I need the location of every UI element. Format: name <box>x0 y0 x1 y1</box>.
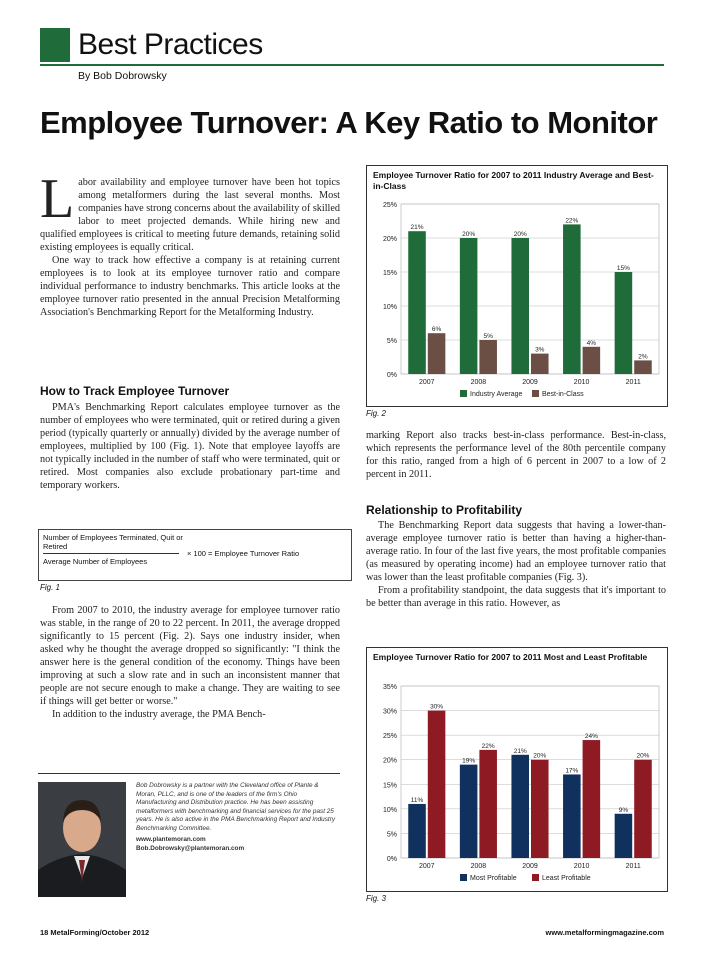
legend-label: Least Profitable <box>542 875 591 882</box>
y-tick-label: 20% <box>382 236 397 243</box>
bar <box>583 740 601 858</box>
y-tick-label: 15% <box>382 782 397 790</box>
formula-numerator: Number of Employees Terminated, Quit or Retired <box>43 533 183 551</box>
chart-fig3-title: Employee Turnover Ratio for 2007 to 2011 Most and Least Profitable <box>373 652 648 662</box>
data-label: 11% <box>410 796 424 804</box>
chart-fig3-svg <box>367 648 667 891</box>
data-label: 9% <box>618 806 629 814</box>
y-tick-label: 0% <box>386 856 397 863</box>
bar <box>479 750 497 858</box>
fig1-label: Fig. 1 <box>40 583 61 592</box>
y-tick-label: 35% <box>382 684 397 691</box>
legend-label: Most Profitable <box>470 875 517 882</box>
formula-denominator: Average Number of Employees <box>43 557 148 566</box>
bar <box>460 238 478 374</box>
bench-paragraph: In addition to the industry average, the PMA Bench- <box>52 709 266 720</box>
track-paragraph: PMA's Benchmarking Report calculates employee turnover as the number of employees who were terminated, quit or retired during a given period (typically quarterly or annually) divided by the average number of employees, multiplied by 100 (Fig. 1). Note that employee layoffs are not typically included in the number of staff who were terminated, quit or retired. Most companies also exclude probationary part-time and temporary workers. <box>40 402 340 491</box>
author-bio <box>136 782 336 853</box>
bestinclass-column <box>366 429 666 481</box>
bar <box>563 224 581 374</box>
subhead-profitability: Relationship to Profitability <box>366 503 523 517</box>
data-label: 20% <box>533 752 547 760</box>
bar <box>531 760 549 858</box>
bar <box>615 272 633 374</box>
data-label: 15% <box>616 265 630 272</box>
subhead-track: How to Track Employee Turnover <box>40 384 230 398</box>
y-tick-label: 10% <box>382 806 397 814</box>
legend-swatch <box>532 390 539 397</box>
bar <box>511 755 529 858</box>
x-tick-label: 2010 <box>573 379 590 386</box>
section-title: Best Practices <box>78 28 263 61</box>
bar <box>408 231 426 374</box>
formula-divider <box>43 553 179 554</box>
bar <box>563 774 581 858</box>
bar <box>428 333 446 374</box>
data-label: 3% <box>535 346 545 354</box>
y-tick-label: 30% <box>382 708 397 716</box>
x-tick-label: 2011 <box>625 379 641 386</box>
bar <box>615 814 633 858</box>
y-tick-label: 20% <box>382 757 397 765</box>
data-label: 21% <box>513 747 527 755</box>
chart-fig3-box <box>366 647 668 892</box>
formula-box <box>38 529 352 581</box>
bar <box>511 238 529 374</box>
y-tick-label: 5% <box>386 338 397 345</box>
x-tick-label: 2011 <box>625 863 641 870</box>
data-label: 21% <box>410 224 424 232</box>
legend-swatch <box>532 874 539 881</box>
fig2-label: Fig. 2 <box>366 409 387 418</box>
intro-paragraph-1: abor availability and employee turnover have been hot topics among metalformers during the last several months. Most companies have strong concerns about the availability of skilled labor to meet projected demands. While hiring new and qualified employees is critical to meeting future demands, retaining solid existing employees is equally critical. <box>40 177 340 253</box>
x-tick-label: 2008 <box>470 379 487 386</box>
data-label: 4% <box>586 339 597 347</box>
data-label: 6% <box>431 326 442 334</box>
bar <box>634 360 652 374</box>
profitability-paragraph: The Benchmarking Report data suggests that having a lower-than-average employee turnover ratio is better than having a higher-than-average ratio. In four of the last five years, the most profitable companies (as measured by operating income) had an employee turnover ratio that was lower than the least profitable companies (Fig. 3). <box>366 520 666 583</box>
author-photo <box>38 782 126 897</box>
x-tick-label: 2010 <box>573 863 590 870</box>
legend-label: Industry Average <box>470 391 523 398</box>
x-tick-label: 2009 <box>522 379 538 386</box>
trend-paragraph: From 2007 to 2010, the industry average for employee turnover ratio was stable, in the range of 20 to 22 percent. In 2011, the average dropped significantly to 15 percent (Fig. 2). Says one industry insider, when asked why he thought the average dropped so significantly: "I think the answer here is the general condition of the economy. Things have been improving at such a slow rate and in such an inconsistent manner that people are not secure enough to make a change. They are waiting to see if things will get better or worse." <box>40 605 340 707</box>
bestinclass-paragraph: marking Report also tracks best-in-class performance. Best-in-class, which represents the performance level of the 80th percentile company for this ratio, ranged from a high of 6 percent in 2007 to a low of 2 percent in 2011. <box>366 430 666 480</box>
track-column <box>40 401 340 492</box>
bar <box>583 347 601 374</box>
data-label: 17% <box>565 767 579 775</box>
standpoint-paragraph: From a profitability standpoint, the data suggests that it's important to be better than average in this ratio. However, as <box>366 585 666 609</box>
y-tick-label: 0% <box>386 372 397 379</box>
bar <box>479 340 497 374</box>
bar <box>428 711 446 858</box>
bar <box>634 760 652 858</box>
data-label: 22% <box>481 742 495 750</box>
y-tick-label: 25% <box>382 202 397 209</box>
headline: Employee Turnover: A Key Ratio to Monitor <box>40 105 658 140</box>
chart-fig2-box <box>366 165 668 407</box>
bar <box>531 354 549 374</box>
header-rule <box>40 64 664 66</box>
byline: By Bob Dobrowsky <box>78 70 167 82</box>
y-tick-label: 15% <box>382 270 397 277</box>
bio-email: Bob.Dobrowsky@plantemoran.com <box>136 844 245 852</box>
data-label: 20% <box>513 231 527 238</box>
x-tick-label: 2008 <box>470 863 487 870</box>
chart-fig2-svg <box>367 166 667 406</box>
x-tick-label: 2007 <box>419 379 435 386</box>
data-label: 20% <box>462 231 476 238</box>
data-label: 20% <box>636 752 650 760</box>
intro-column <box>40 168 340 319</box>
trend-column <box>40 604 340 721</box>
data-label: 19% <box>462 757 476 765</box>
bio-text: Bob Dobrowsky is a partner with the Cleveland office of Plante & Moran, PLLC, and is one of the leaders of the firm's Ohio Manufacturing and Distribution practice. He has been assisting metalformers with benchmarking and financial services for the past 25 years. He is also active in the PMA Benchmarking Report and Industry Benchmarking Committee. <box>136 782 336 832</box>
y-tick-label: 10% <box>382 304 397 311</box>
legend-swatch <box>460 874 467 881</box>
data-label: 5% <box>483 333 493 340</box>
data-label: 2% <box>638 353 648 361</box>
bar <box>408 804 426 858</box>
intro-paragraph-2: One way to track how effective a company is at retaining current employees is to look at its employee turnover ratio and compare individual performance to industry benchmarks. This article looks at the employee turnover ratio presented in the annual Precision Metalforming Association's Benchmarking Report for the Metalforming Industry. <box>40 255 340 318</box>
footer-website: www.metalformingmagazine.com <box>545 928 664 937</box>
drop-cap: L <box>40 168 75 230</box>
footer-page-info: 18 MetalForming/October 2012 <box>40 928 150 937</box>
data-label: 24% <box>584 733 598 741</box>
fig3-label: Fig. 3 <box>366 894 387 903</box>
legend-label: Best-in-Class <box>542 391 584 398</box>
legend-swatch <box>460 390 467 397</box>
chart-fig2-title: Employee Turnover Ratio for 2007 to 2011 Industry Average and Best-in-Class <box>373 170 654 191</box>
data-label: 30% <box>430 703 444 711</box>
x-tick-label: 2009 <box>522 863 538 870</box>
profitability-column <box>366 519 666 610</box>
bar <box>460 765 478 858</box>
data-label: 22% <box>565 217 579 225</box>
x-tick-label: 2007 <box>419 863 435 870</box>
bio-website: www.plantemoran.com <box>136 836 206 843</box>
formula-result: × 100 = Employee Turnover Ratio <box>187 549 300 558</box>
section-color-block <box>40 28 70 62</box>
y-tick-label: 5% <box>386 831 397 839</box>
y-tick-label: 25% <box>382 733 397 741</box>
